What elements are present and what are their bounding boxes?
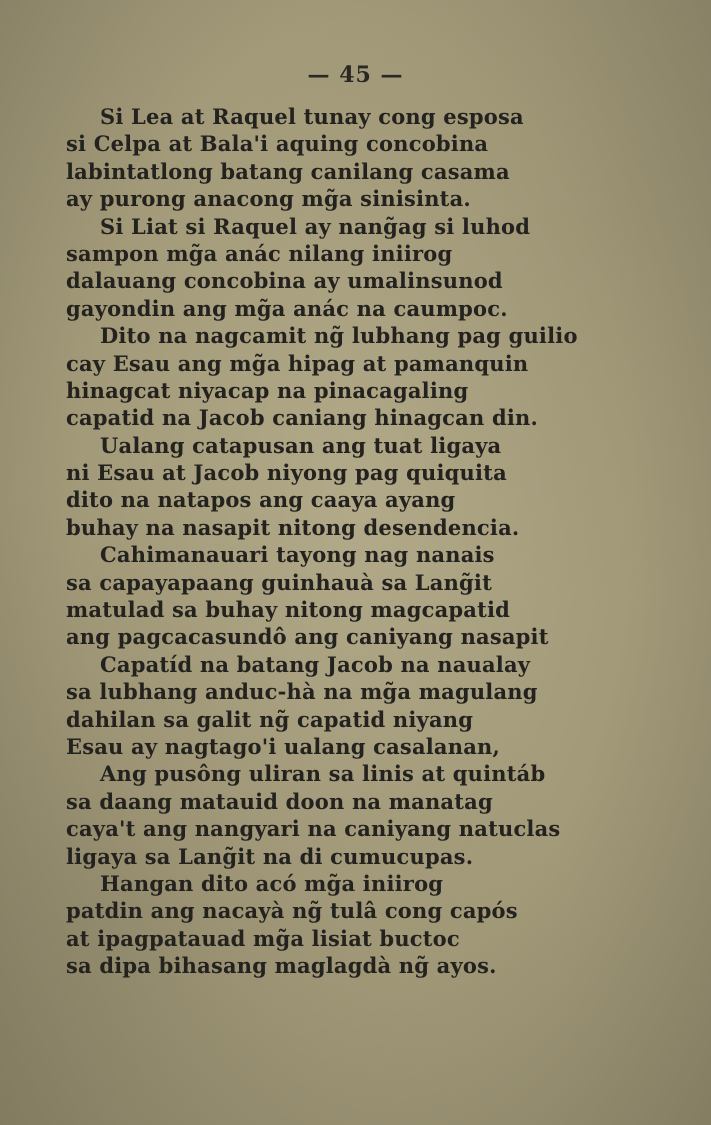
- page-number: — 45 —: [307, 62, 404, 88]
- poem-line: Capatíd na batang Jacob na naualay: [100, 651, 531, 677]
- poem-line: dalauang concobina ay umalinsunod: [66, 268, 503, 294]
- poem-line: labintatlong batang canilang casama: [66, 158, 510, 184]
- poem-text-block: [66, 103, 676, 980]
- poem-line: gayondin ang mg̃a anác na caumpoc.: [66, 295, 508, 321]
- poem-line: buhay na nasapit nitong desendencia.: [66, 514, 520, 540]
- poem-line: ang pagcacasundô ang caniyang nasapit: [66, 624, 549, 650]
- poem-line: Cahimanauari tayong nag nanais: [100, 542, 495, 568]
- poem-line: si Celpa at Bala'i aquing concobina: [66, 131, 489, 157]
- poem-line: Si Liat si Raquel ay nang̃ag si luhod: [100, 213, 531, 239]
- poem-line: Ang pusông uliran sa linis at quintáb: [100, 761, 546, 787]
- poem-line: ligaya sa Lang̃it na di cumucupas.: [66, 843, 474, 869]
- poem-line: patdin ang nacayà ng̃ tulâ cong capós: [66, 898, 518, 924]
- poem-line: at ipagpatauad mg̃a lisiat buctoc: [66, 925, 460, 951]
- poem-line: ni Esau at Jacob niyong pag quiquita: [66, 460, 507, 486]
- poem-line: dahilan sa galit ng̃ capatid niyang: [66, 706, 474, 732]
- poem-line: cay Esau ang mg̃a hipag at pamanquin: [66, 350, 529, 376]
- poem-line: sa capayapaang guinhauà sa Lang̃it: [66, 569, 492, 595]
- poem-line: sa dipa bihasang maglagdà ng̃ ayos.: [66, 953, 497, 979]
- poem-line: capatid na Jacob caniang hinagcan din.: [66, 405, 538, 431]
- poem-line: Si Lea at Raquel tunay cong esposa: [100, 104, 524, 129]
- poem-line: hinagcat niyacap na pinacagaling: [66, 377, 469, 403]
- poem-line: sa daang matauid doon na manatag: [66, 788, 493, 814]
- poem-line: caya't ang nangyari na caniyang natuclas: [66, 816, 561, 842]
- poem-line: sampon mg̃a anác nilang iniirog: [66, 240, 453, 266]
- poem-line: dito na natapos ang caaya ayang: [66, 487, 456, 513]
- poem-line: Esau ay nagtago'i ualang casalanan,: [66, 733, 500, 759]
- poem-line: matulad sa buhay nitong magcapatid: [66, 597, 511, 623]
- poem-line: ay purong anacong mg̃a sinisinta.: [66, 186, 471, 212]
- poem-line: sa lubhang anduc-hà na mg̃a magulang: [66, 679, 538, 705]
- poem-line: Hangan dito acó mg̃a iniirog: [100, 870, 444, 896]
- poem-line: Dito na nagcamit ng̃ lubhang pag guilio: [100, 323, 578, 349]
- poem-line: Ualang catapusan ang tuat ligaya: [100, 432, 502, 458]
